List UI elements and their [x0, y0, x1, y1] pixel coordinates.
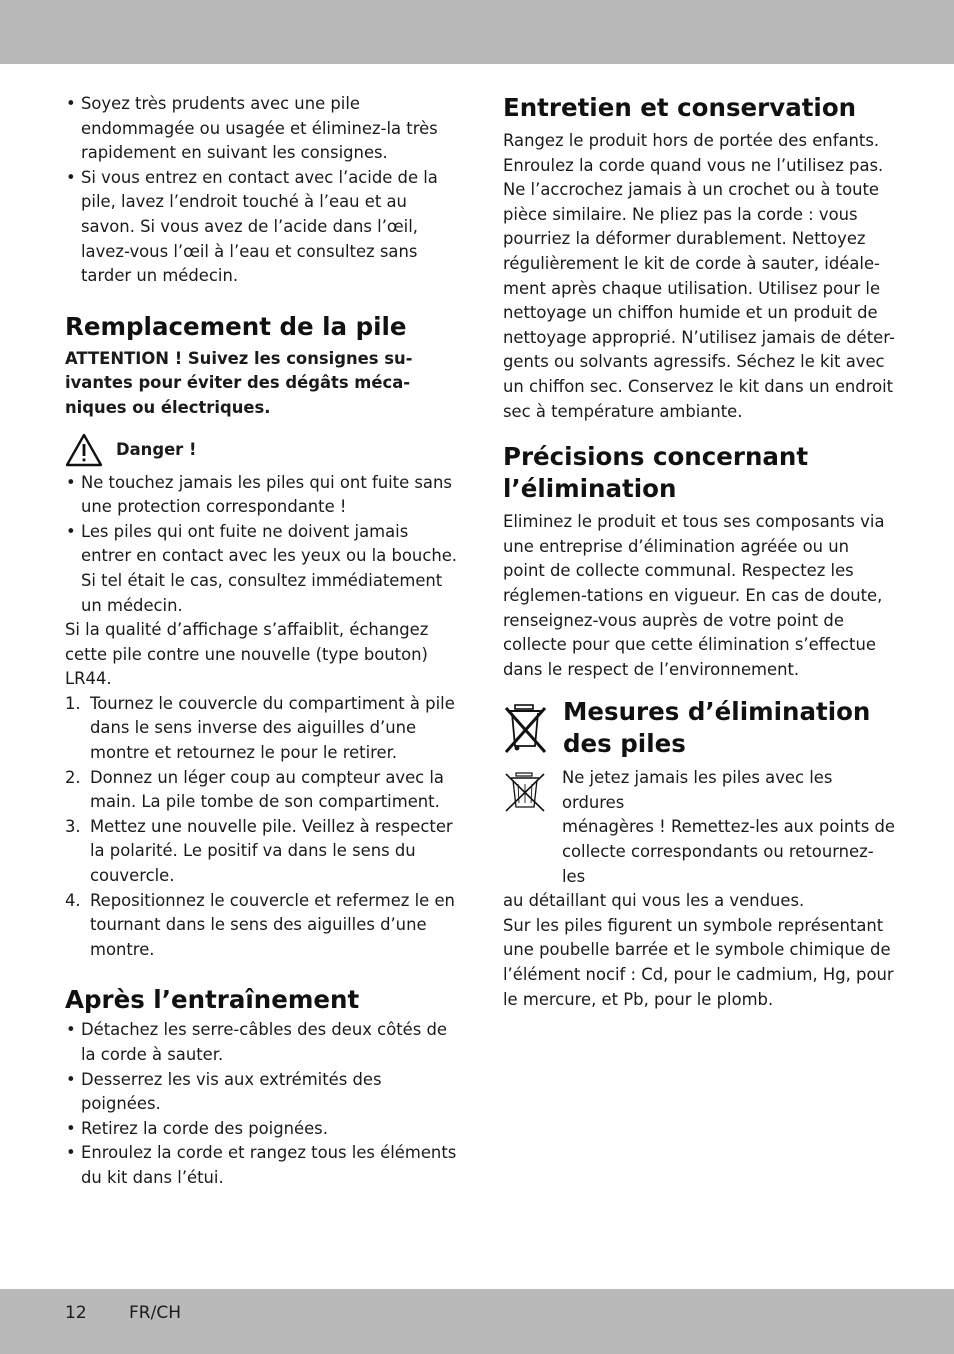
- list-item: • Desserrez les vis aux extrémités des poignées.: [65, 1068, 457, 1117]
- right-column: [503, 92, 895, 1012]
- care-paragraph: Rangez le produit hors de portée des enfants. Enroulez la corde quand vous ne l’utilisez pas. Ne l’accrochez jamais à un crochet ou à toute pièce similaire. Ne pliez pas la corde : vous pourriez la déformer durablement. Nettoyez régulièrement le kit de corde à sauter, idéale-ment après chaque utilisation. Utilisez pour le nettoyage un chiffon humide et un produit de nettoyage approprié. N’utilisez jamais de déter-gents ou solvants agressifs. Séchez le kit avec un chiffon sec. Conservez le kit dans un endroit sec à température ambiante.: [503, 131, 895, 421]
- section-heading-battery-disposal: [563, 696, 870, 760]
- list-item: • Les piles qui ont fuite ne doivent jamais entrer en contact avec les yeux ou la bouche. Si tel était le cas, consultez immédiatement un médecin.: [65, 520, 457, 618]
- battery-symbol-paragraph: Sur les piles figurent un symbole représentant une poubelle barrée et le symbole chimique de l’élément nocif : Cd, pour le cadmium, Hg, pour le mercure, et Pb, pour le plomb.: [503, 915, 894, 1009]
- page-number: 12: [65, 1303, 87, 1323]
- step-text: Donnez un léger coup au compteur avec la main. La pile tombe de son compartiment.: [90, 767, 444, 812]
- danger-warning: [65, 433, 457, 467]
- list-item: [65, 889, 457, 963]
- section-heading-care: Entretien et conservation: [503, 93, 857, 122]
- section-heading-battery-replacement: Remplacement de la pile: [65, 311, 407, 341]
- after-bullet-list: [65, 1018, 457, 1190]
- attention-line: ivantes pour éviter des dégâts méca-: [65, 373, 411, 393]
- attention-line: niques ou électriques.: [65, 397, 271, 417]
- step-text: Tournez le couvercle du compartiment à pile dans le sens inverse des aiguilles d’une montre et retournez le pour le retirer.: [90, 693, 455, 763]
- danger-bullet-list: [65, 471, 457, 619]
- list-item: • Si vous entrez en contact avec l’acide de la pile, lavez l’endroit touché à l’eau et au savon. Si vous avez de l’acide dans l’œil, lavez-vous l’œil à l’eau et consultez sans tarder un médecin.: [65, 166, 457, 289]
- list-item: • Retirez la corde des poignées.: [65, 1117, 457, 1142]
- battery-disposal-indented-text: [503, 766, 895, 889]
- list-item: • Détachez les serre-câbles des deux côtés de la corde à sauter.: [65, 1018, 457, 1067]
- battery-bin-icon: [503, 770, 547, 814]
- section-heading-after-training: Après l’entraînement: [65, 985, 360, 1015]
- text-line: collecte correspondants ou retournez-les: [562, 842, 874, 886]
- step-number: 2.: [65, 767, 81, 787]
- list-item: • Ne touchez jamais les piles qui ont fuite sans une protection correspondante !: [65, 471, 457, 520]
- heading-line: Mesures d’élimination: [563, 697, 871, 727]
- battery-disposal-notice: [503, 766, 895, 1012]
- step-text: Mettez une nouvelle pile. Veillez à respecter la polarité. Le positif va dans le sens du couvercle.: [90, 816, 453, 886]
- warning-triangle-icon: [65, 433, 103, 467]
- battery-disposal-header: [503, 696, 895, 760]
- intro-bullet-list: [65, 92, 457, 289]
- attention-notice: [65, 347, 457, 421]
- text-line: Ne jetez jamais les piles avec les ordures: [562, 768, 833, 812]
- list-item: [65, 815, 457, 889]
- list-item: • Soyez très prudents avec une pile endommagée ou usagée et éliminez-la très rapidement en suivant les consignes.: [65, 92, 457, 166]
- section-heading-disposal: [503, 441, 895, 505]
- battery-paragraph: Si la qualité d’affichage s’affaiblit, échangez cette pile contre une nouvelle (type bouton) LR44.: [65, 620, 429, 689]
- attention-line: ATTENTION ! Suivez les consignes su-: [65, 348, 413, 368]
- heading-line: l’élimination: [503, 474, 677, 504]
- left-column: [65, 92, 457, 1191]
- language-code: FR/CH: [129, 1303, 181, 1323]
- heading-line: Précisions concernant: [503, 442, 809, 472]
- header-bar: [0, 0, 954, 64]
- list-item: [65, 692, 457, 766]
- danger-label: Danger !: [116, 440, 197, 460]
- list-item: [65, 766, 457, 815]
- heading-line: des piles: [563, 729, 686, 759]
- step-number: 3.: [65, 816, 81, 836]
- text-line: ménagères ! Remettez-les aux points de: [562, 817, 895, 837]
- battery-disposal-paragraph-rest: au détaillant qui vous les a vendues.: [503, 891, 805, 911]
- list-item: • Enroulez la corde et rangez tous les éléments du kit dans l’étui.: [65, 1141, 457, 1190]
- step-number: 1.: [65, 693, 81, 713]
- step-number: 4.: [65, 890, 81, 910]
- step-text: Repositionnez le couvercle et refermez le en tournant dans le sens des aiguilles d’une montre.: [90, 890, 455, 959]
- disposal-paragraph: Eliminez le produit et tous ses composants via une entreprise d’élimination agréée ou un point de collecte communal. Respectez les réglemen-tations en vigueur. En cas de doute, renseignez-vous auprès de votre point de collecte pour que cette élimination s’effectue dans le respect de l’environnement.: [503, 512, 885, 679]
- crossed-bin-icon: [503, 702, 548, 756]
- battery-steps-list: [65, 692, 457, 963]
